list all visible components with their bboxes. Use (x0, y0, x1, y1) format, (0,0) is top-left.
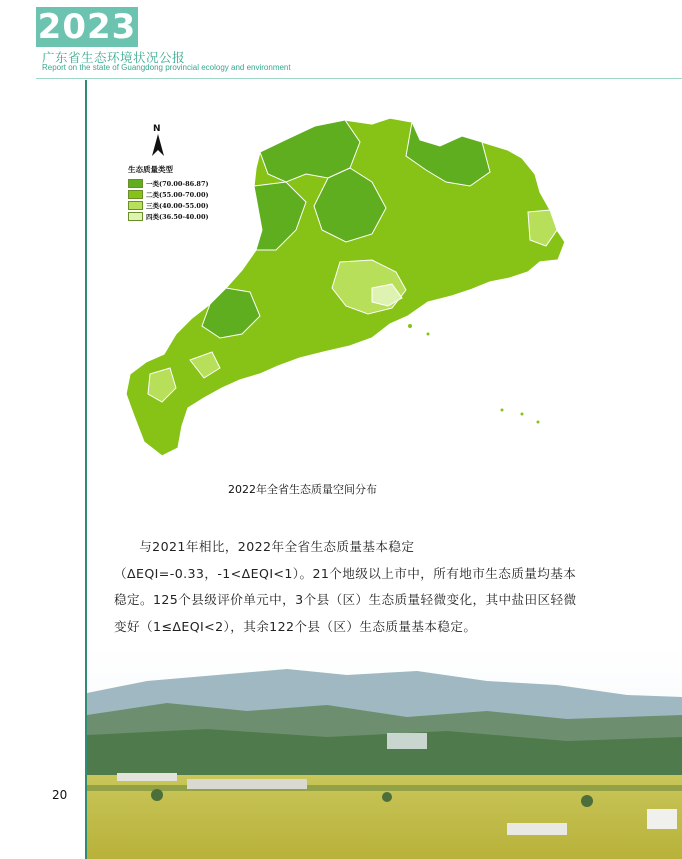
body-paragraph-block (114, 534, 588, 640)
landscape-photo (87, 645, 682, 859)
header-year-block (36, 7, 138, 47)
page-number: 20 (52, 788, 68, 802)
report-title-en: Report on the state of Guangdong provincial ecology and environment (42, 63, 291, 72)
island (537, 421, 540, 424)
legend-item (128, 211, 238, 222)
report-year: 2023 (37, 7, 137, 47)
legend-label: 二类(55.00-70.00) (146, 191, 209, 199)
report-title-cn: 广东省生态环境状况公报 (42, 50, 186, 65)
legend-label: 三类(40.00-55.00) (146, 202, 209, 210)
island (521, 413, 524, 416)
island (501, 409, 504, 412)
island (427, 333, 430, 336)
body-paragraph: 与2021年相比，2022年全省生态质量基本稳定（ΔEQI=-0.33，-1<ΔEQI<1）。21个地级以上市中，所有地市生态质量均基本稳定。125个县级评价单元中，3个县（区）生态质量轻微变化，其中盐田区轻微变好（1≤ΔEQI<2），其余122个县（区）生态质量基本稳定。 (114, 539, 577, 634)
legend-item (128, 200, 238, 211)
landscape-illustration (87, 645, 682, 859)
legend-swatch (128, 201, 143, 210)
legend-swatch (128, 179, 143, 188)
legend-title: 生态质量类型 (128, 165, 173, 174)
ecology-map-figure (110, 112, 580, 460)
header-divider (36, 78, 682, 79)
legend-item (128, 178, 238, 189)
legend-item (128, 189, 238, 200)
legend-label: 四类(36.50-40.00) (146, 213, 209, 221)
north-label: N (153, 124, 161, 134)
legend-label: 一类(70.00-86.87) (146, 180, 209, 188)
map-legend (128, 164, 238, 222)
map-caption: 2022年全省生态质量空间分布 (228, 483, 377, 496)
legend-swatch (128, 212, 143, 221)
island (408, 324, 412, 328)
legend-swatch (128, 190, 143, 199)
